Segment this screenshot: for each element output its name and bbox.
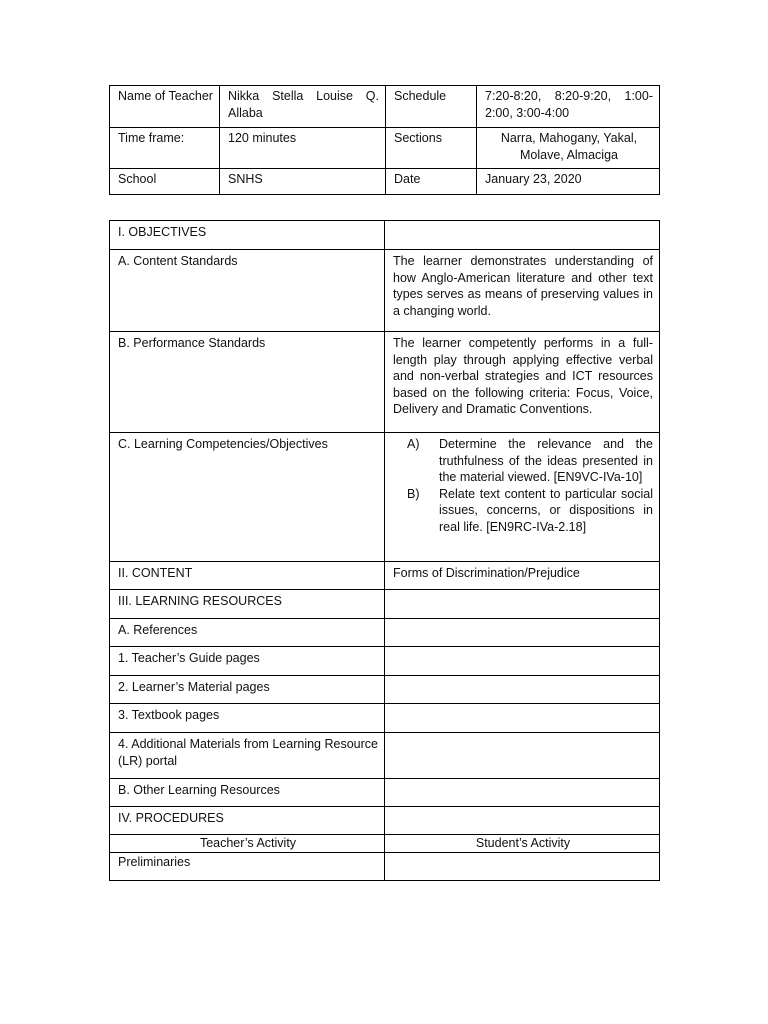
textbook-pages-label: 3. Textbook pages [110,704,385,733]
date-label: Date [386,169,477,195]
references-empty-cell [385,619,660,647]
procedures-empty-cell [385,807,660,835]
objectives-heading: I. OBJECTIVES [110,221,385,250]
school-value: SNHS [220,169,386,195]
content-standards-value: The learner demonstrates understanding of how Anglo-American literature and other text types serves as means of preserving values in a changing world. [385,250,660,332]
additional-materials-label: 4. Additional Materials from Learning Resource (LR) portal [110,733,385,779]
preliminaries-label: Preliminaries [110,852,385,880]
date-value: January 23, 2020 [477,169,660,195]
teachers-guide-label: 1. Teacher’s Guide pages [110,647,385,676]
competencies-list-cell [385,433,660,562]
performance-standards-value: The learner competently performs in a full-length play through applying effective verbal and non-verbal strategies and ICT resources based on the following criteria: Focus, Voice, Delivery and Dramatic Conventions. [385,332,660,433]
competency-marker: A) [407,437,420,451]
other-resources-label: B. Other Learning Resources [110,779,385,807]
competency-item [393,486,653,536]
textbook-pages-empty-cell [385,704,660,733]
objectives-empty-cell [385,221,660,250]
references-label: A. References [110,619,385,647]
competencies-label: C. Learning Competencies/Objectives [110,433,385,562]
teacher-info-table [109,85,660,195]
teachers-activity-header: Teacher’s Activity [110,835,385,853]
performance-standards-label: B. Performance Standards [110,332,385,433]
teachers-guide-empty-cell [385,647,660,676]
learning-resources-heading: III. LEARNING RESOURCES [110,590,385,619]
sections-value: Narra, Mahogany, Yakal, Molave, Almaciga [477,128,660,169]
schedule-value: 7:20-8:20, 8:20-9:20, 1:00-2:00, 3:00-4:00 [477,86,660,128]
other-resources-empty-cell [385,779,660,807]
additional-materials-empty-cell [385,733,660,779]
procedures-heading: IV. PROCEDURES [110,807,385,835]
competencies-list [393,436,653,535]
competency-item [393,436,653,486]
time-frame-value: 120 minutes [220,128,386,169]
content-standards-label: A. Content Standards [110,250,385,332]
sections-label: Sections [386,128,477,169]
name-of-teacher-label: Name of Teacher [110,86,220,128]
competency-text: Determine the relevance and the truthfulness of the ideas presented in the material viewed. [EN9VC-IVa-10] [439,437,653,484]
content-value: Forms of Discrimination/Prejudice [385,562,660,590]
content-heading: II. CONTENT [110,562,385,590]
learners-material-empty-cell [385,676,660,704]
school-label: School [110,169,220,195]
competency-marker: B) [407,486,420,501]
learning-resources-empty-cell [385,590,660,619]
schedule-label: Schedule [386,86,477,128]
competency-text: Relate text content to particular social issues, concerns, or dispositions in real life. [EN9RC-IVa-2.18] [439,486,653,534]
learners-material-label: 2. Learner’s Material pages [110,676,385,704]
name-of-teacher-value: Nikka Stella Louise Q. Allaba [220,86,386,128]
time-frame-label: Time frame: [110,128,220,169]
preliminaries-empty-cell [385,852,660,880]
lesson-plan-table [109,220,660,881]
students-activity-header: Student’s Activity [385,835,660,853]
